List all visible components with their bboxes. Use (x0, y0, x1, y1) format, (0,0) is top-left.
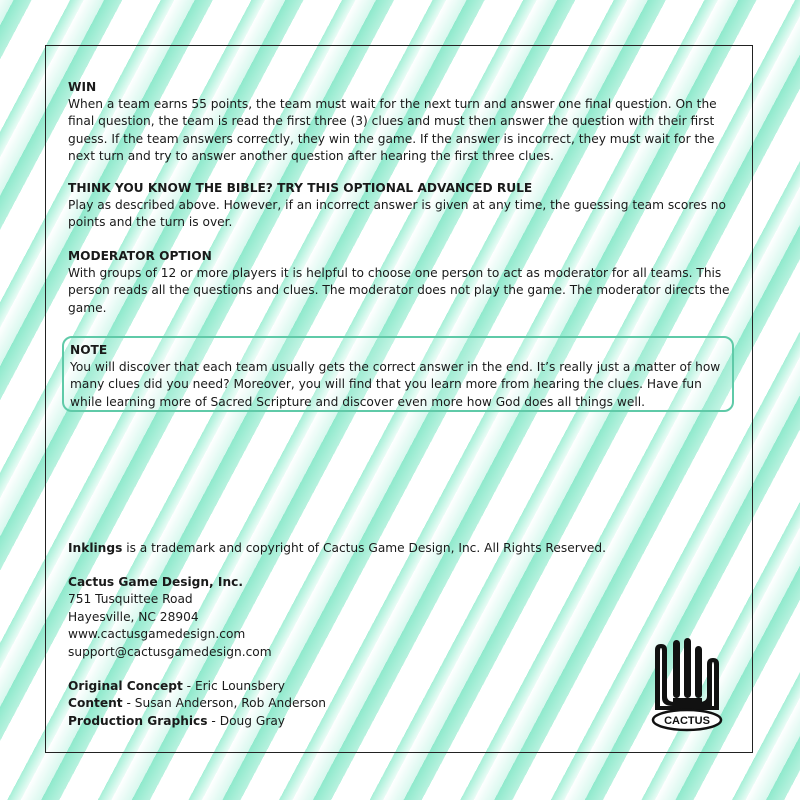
credit-role: Production Graphics (68, 713, 208, 728)
company-address-line1: 751 Tusquittee Road (68, 592, 193, 607)
moderator-heading: MODERATOR OPTION (68, 249, 212, 263)
company-address-line2: Hayesville, NC 28904 (68, 609, 199, 624)
credit-role: Content (68, 696, 123, 711)
credit-role: Original Concept (68, 679, 183, 693)
brand-name: Inklings (68, 541, 123, 555)
trademark-text: is a trademark and copyright of Cactus Game Design, Inc. All Rights Reserved. (122, 541, 607, 555)
logo-text: CACTUS (664, 715, 710, 727)
credit-line (68, 713, 326, 730)
win-heading: WIN (68, 80, 97, 94)
credit-line (68, 678, 326, 695)
moderator-body: With groups of 12 or more players it is helpful to choose one person to act as moderator for all teams. This person reads all the questions and clues. The moderator does not play the game. The moderator directs the game. (68, 266, 730, 315)
credit-names: - Eric Lounsbery (182, 679, 285, 693)
rules-page (45, 45, 753, 753)
moderator-section (68, 248, 736, 317)
credit-line (68, 695, 326, 712)
credit-names: - Doug Gray (207, 713, 286, 728)
company-info (68, 574, 272, 661)
credit-names: - Susan Anderson, Rob Anderson (122, 696, 327, 711)
win-section (68, 79, 736, 165)
company-email: support@cactusgamedesign.com (68, 644, 272, 659)
note-body: You will discover that each team usually gets the correct answer in the end. It’s really just a matter of how many clues did you need? Moreover, you will find that you learn more from hearing the clues. Have fun while learning more of Sacred Scripture and discover even more how God does all things well. (70, 360, 721, 409)
trademark-notice (68, 540, 606, 557)
company-name: Cactus Game Design, Inc. (68, 575, 243, 589)
note-heading: NOTE (70, 343, 108, 357)
advanced-rule-section (68, 180, 736, 232)
advanced-rule-heading: THINK YOU KNOW THE BIBLE? TRY THIS OPTIONAL ADVANCED RULE (68, 181, 533, 195)
win-body: When a team earns 55 points, the team must wait for the next turn and answer one final question. On the final question, the team is read the first three (3) clues and must then answer the question with their first guess. If the team answers correctly, they win the game. If the answer is incorrect, they must wait for the next turn and try to answer another question after hearing the first three clues. (68, 97, 717, 163)
advanced-rule-body: Play as described above. However, if an incorrect answer is given at any time, the guessing team scores no points and the turn is over. (68, 198, 726, 230)
credits (68, 678, 326, 730)
company-website: www.cactusgamedesign.com (68, 627, 246, 642)
note-box (62, 336, 734, 412)
cactus-logo-icon (651, 636, 723, 732)
